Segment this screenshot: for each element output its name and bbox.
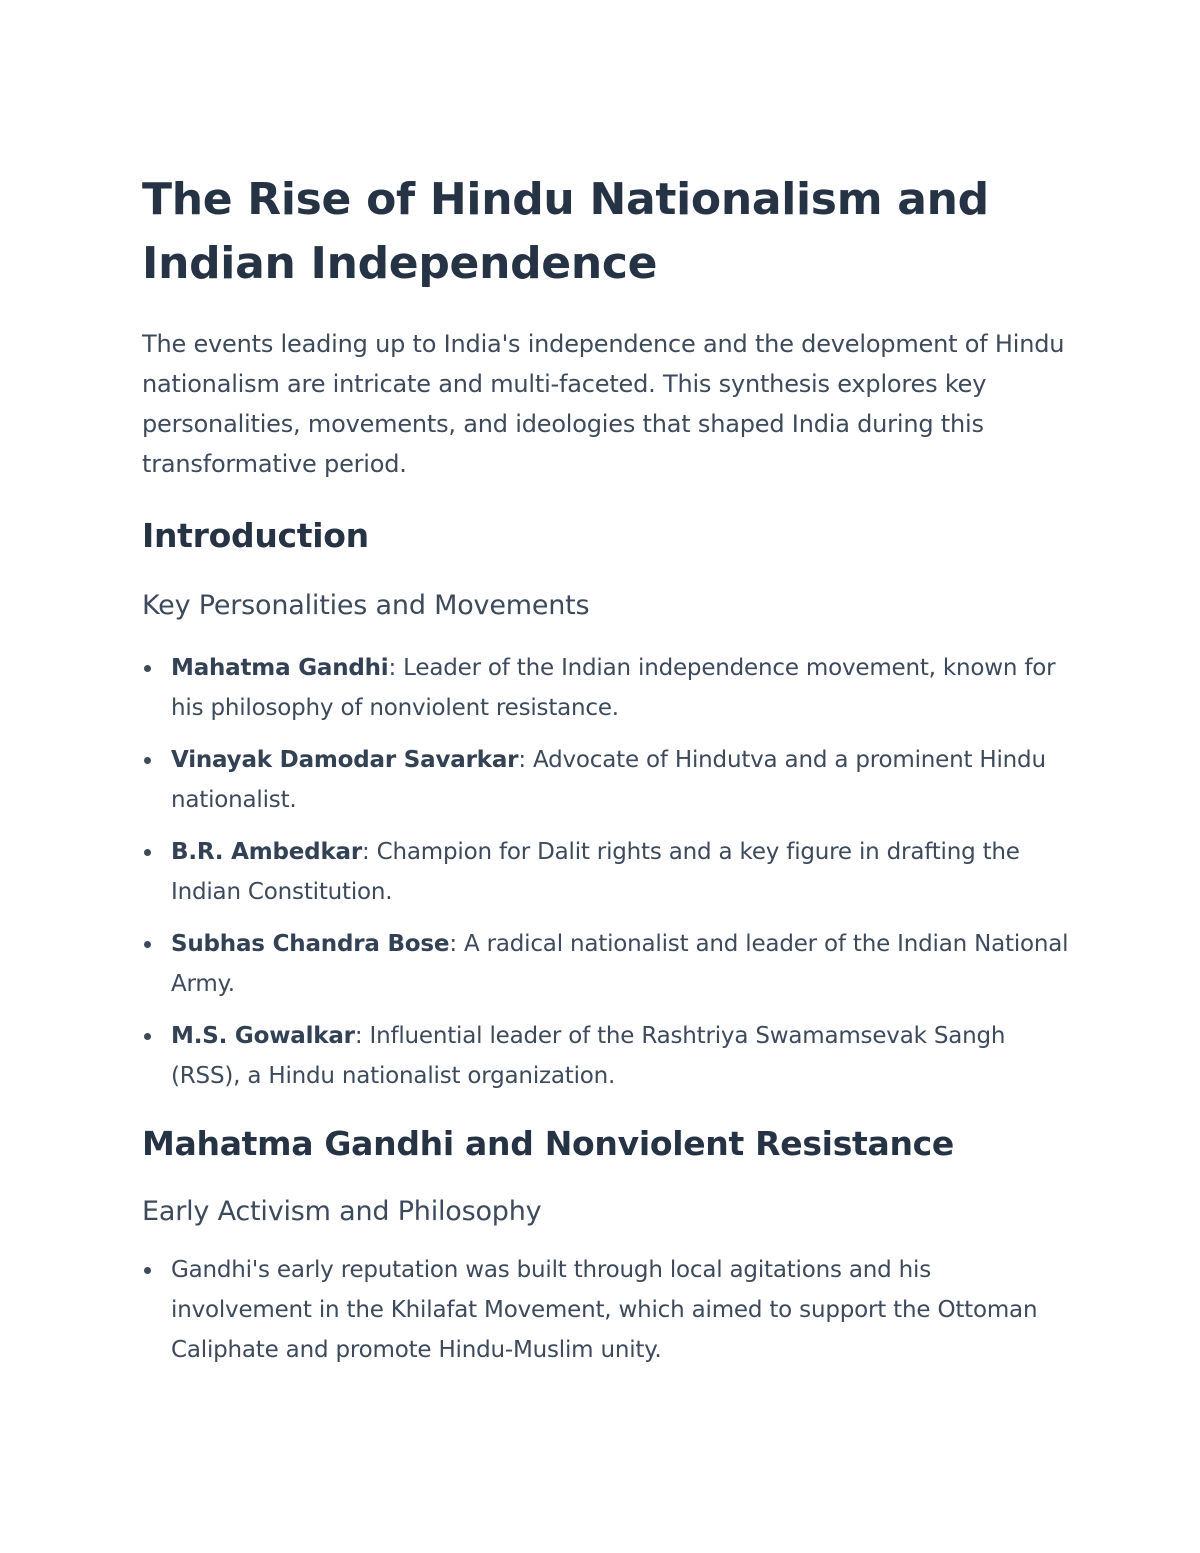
bullet-icon (144, 1033, 151, 1040)
bullet-icon (144, 1267, 151, 1274)
activism-list (142, 1250, 1070, 1370)
personalities-list (142, 648, 1070, 1096)
document-title: The Rise of Hindu Nationalism and Indian Independence (142, 174, 989, 289)
subheading-early-activism: Early Activism and Philosophy (142, 1196, 542, 1227)
bullet-icon (144, 665, 151, 672)
section-heading-gandhi: Mahatma Gandhi and Nonviolent Resistance (142, 1124, 955, 1163)
list-item (142, 832, 1070, 912)
person-name: Subhas Chandra Bose (171, 931, 450, 957)
bullet-icon (144, 757, 151, 764)
section-heading-introduction: Introduction (142, 516, 369, 555)
lead-paragraph: The events leading up to India's independence and the development of Hindu nationalism are intricate and multi-faceted. This synthesis explores key personalities, movements, and ideologies that shaped India during this transformative period. (142, 330, 1065, 478)
list-item (142, 1016, 1070, 1096)
bullet-icon (144, 849, 151, 856)
list-item (142, 924, 1070, 1004)
person-name: Vinayak Damodar Savarkar (171, 747, 519, 773)
person-description: : Advocate of Hindutva and a prominent Hindu nationalist. (171, 747, 1046, 813)
person-name: B.R. Ambedkar (171, 839, 363, 865)
list-item (142, 648, 1070, 728)
bullet-icon (144, 941, 151, 948)
list-item (142, 740, 1070, 820)
person-name: Mahatma Gandhi (171, 655, 389, 681)
person-description: : Leader of the Indian independence movement, known for his philosophy of nonviolent resistance. (171, 655, 1056, 721)
activism-text: Gandhi's early reputation was built through local agitations and his involvement in the Khilafat Movement, which aimed to support the Ottoman Caliphate and promote Hindu-Muslim unity. (171, 1257, 1038, 1363)
list-item (142, 1250, 1070, 1370)
person-name: M.S. Gowalkar (171, 1023, 355, 1049)
subheading-key-personalities: Key Personalities and Movements (142, 590, 590, 621)
person-description: : A radical nationalist and leader of the Indian National Army. (171, 931, 1069, 997)
person-description: : Influential leader of the Rashtriya Swamamsevak Sangh (RSS), a Hindu nationalist organization. (171, 1023, 1006, 1089)
person-description: : Champion for Dalit rights and a key figure in drafting the Indian Constitution. (171, 839, 1020, 905)
